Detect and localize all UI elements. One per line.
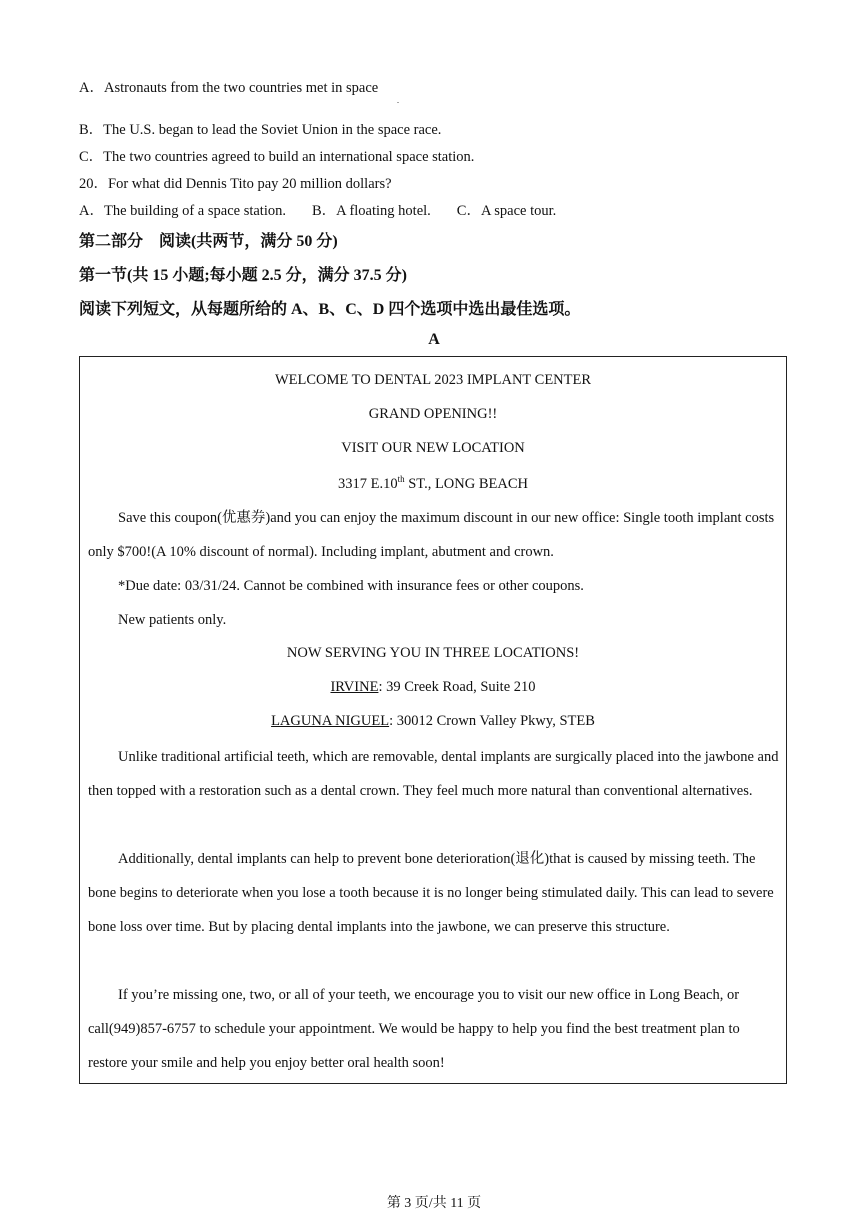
ad-due-date: *Due date: 03/31/24. Cannot be combined with insurance fees or other coupons. — [118, 578, 584, 594]
ad-address-sup: th — [397, 474, 405, 484]
ad-location-irvine-address: : 39 Creek Road, Suite 210 — [378, 679, 536, 695]
question-19-option-b: B．The U.S. began to lead the Soviet Union in the space race. — [79, 122, 442, 138]
question-20-option-c: C．A space tour. — [456, 203, 557, 219]
question-20-options — [79, 199, 556, 220]
ad-missing-paragraph: If you’re missing one, two, or all of your teeth, we encourage you to visit our new office in Long Beach, or call(949)857-6757 to schedule your appointment. We would be happy to help you find the best treatment plan to restore your smile and help you enjoy better oral health soon! — [88, 987, 740, 1071]
ad-unlike-paragraph: Unlike traditional artificial teeth, which are removable, dental implants are surgically placed into the jawbone and then topped with a restoration such as a dental crown. They feel much more natural than conventional alternatives. — [88, 749, 779, 799]
ad-address-pre: 3317 E.10 — [337, 475, 398, 492]
ad-grand-opening: GRAND OPENING!! — [368, 406, 498, 422]
ad-new-patients: New patients only. — [118, 612, 227, 628]
page-footer: 第 3 页/共 11 页 — [386, 1196, 482, 1211]
ad-visit: VISIT OUR NEW LOCATION — [341, 440, 525, 456]
ad-address — [80, 474, 786, 493]
question-19-option-c: C．The two countries agreed to build an international space station. — [79, 149, 475, 165]
question-19-option-a: A．Astronauts from the two countries met in space — [79, 80, 379, 96]
ad-welcome: WELCOME TO DENTAL 2023 IMPLANT CENTER — [274, 372, 592, 388]
ad-location-laguna-address: : 30012 Crown Valley Pkwy, STEB — [389, 713, 595, 729]
ad-box — [79, 356, 787, 1084]
section-heading: 第一节(共 15 小题;每小题 2.5 分，满分 37.5 分) — [79, 267, 407, 284]
ad-additionally-paragraph: Additionally, dental implants can help to prevent bone deterioration(退化)that is caused by missing teeth. The bone begins to deteriorate when you lose a tooth because it is no longer being stimulated daily. This can lead to severe bone loss over time. But by placing dental implants into the jawbone, we can preserve this structure. — [88, 851, 774, 935]
question-20-option-a: A．The building of a space station. — [79, 203, 286, 219]
ad-location-laguna-name: LAGUNA NIGUEL — [271, 713, 390, 729]
part-heading: 第二部分 阅读(共两节，满分 50 分) — [79, 233, 338, 250]
ad-serving: NOW SERVING YOU IN THREE LOCATIONS! — [286, 645, 580, 661]
ad-coupon-paragraph: Save this coupon(优惠券)and you can enjoy the maximum discount in our new office: Single tooth implant costs only $700!(A 10% discount of normal). Including implant, abutment and crown. — [88, 510, 775, 560]
ad-location-laguna — [80, 713, 786, 730]
question-20-option-b: B．A floating hotel. — [311, 203, 431, 219]
stray-dot: . — [397, 96, 399, 105]
instruction: 阅读下列短文，从每题所给的 A、B、C、D 四个选项中选出最佳选项。 — [79, 301, 581, 318]
passage-letter: A — [428, 331, 440, 348]
ad-address-post: ST., LONG BEACH — [404, 475, 528, 492]
question-20-stem: 20．For what did Dennis Tito pay 20 million dollars? — [79, 176, 392, 192]
ad-location-irvine-name: IRVINE — [330, 679, 379, 695]
ad-location-irvine — [80, 679, 786, 696]
